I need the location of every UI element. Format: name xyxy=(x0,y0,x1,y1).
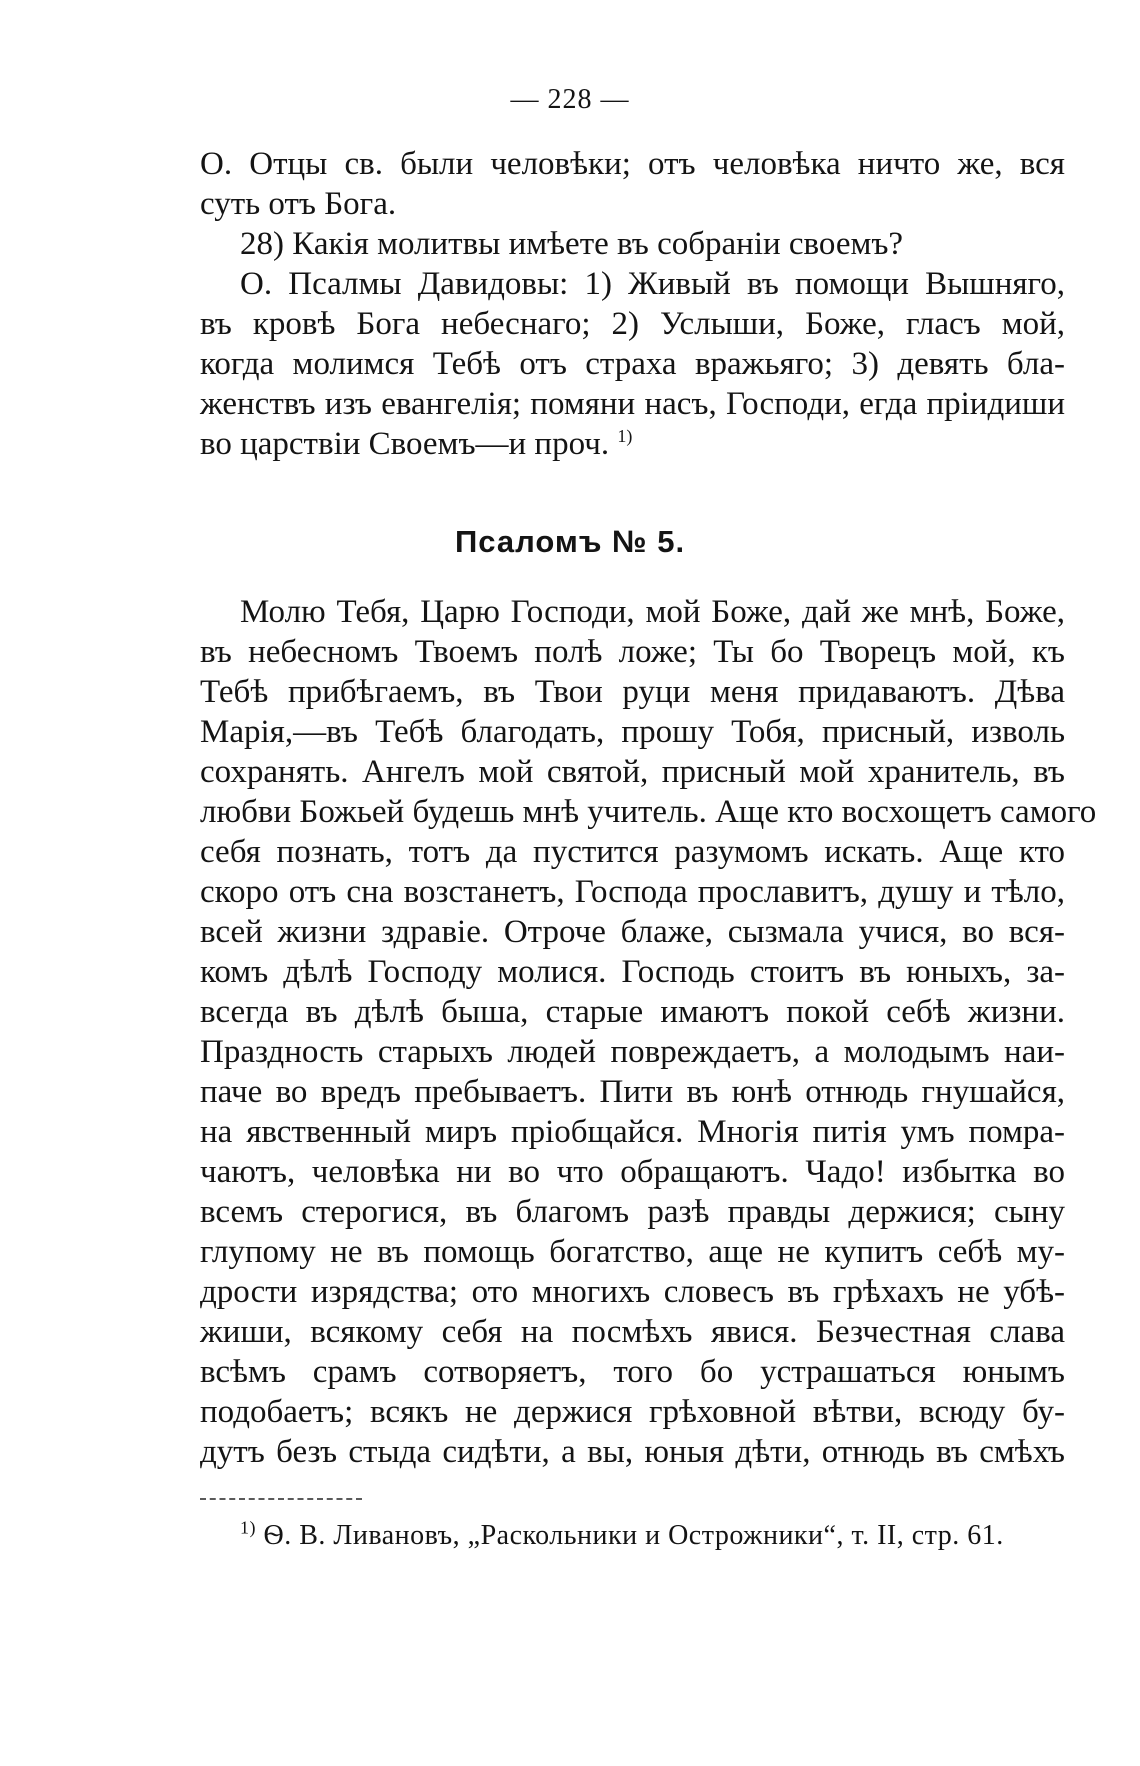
text-line: когда молимся Тебѣ отъ страха вражьяго; 3) девять бла- xyxy=(200,346,1065,382)
footnote-reference: 1) xyxy=(617,426,633,446)
text-line: женствъ изъ евангелія; помяни насъ, Господи, егда пріидиши xyxy=(200,386,1065,422)
psalm-line: Молю Тебя, Царю Господи, мой Боже, дай же мнѣ, Боже, xyxy=(240,594,1065,630)
psalm-line: въ небесномъ Твоемъ полѣ ложе; Ты бо Творецъ мой, къ xyxy=(200,634,1065,670)
question-line: 28) Какія молитвы имѣете въ собраніи своемъ? xyxy=(240,226,904,262)
footnote-divider xyxy=(200,1498,362,1500)
psalm-line: Марія,—въ Тебѣ благодать, прошу Тобя, присный, изволь xyxy=(200,714,1065,750)
psalm-line: сохранять. Ангелъ мой святой, присный мой хранитель, въ xyxy=(200,754,1065,790)
psalm-line: дутъ безъ стыда сидѣти, а вы, юныя дѣти, отнюдь въ смѣхъ xyxy=(200,1434,1065,1470)
text-line: въ кровѣ Бога небеснаго; 2) Услыши, Боже, гласъ мой, xyxy=(200,306,1065,342)
psalm-line: чаютъ, человѣка ни во что обращаютъ. Чадо! избытка во xyxy=(200,1154,1065,1190)
text-line: О. Псалмы Давидовы: 1) Живый въ помощи Вышняго, xyxy=(240,266,1065,302)
text-line-content: во царствіи Своемъ—и проч. xyxy=(200,426,610,462)
psalm-line: глупому не въ помощь богатство, аще не купитъ себѣ му- xyxy=(200,1234,1065,1270)
page-number: — 228 — xyxy=(510,84,630,115)
psalm-line: всѣмъ срамъ сотворяетъ, того бо устрашаться юнымъ xyxy=(200,1354,1065,1390)
psalm-line: Праздность старыхъ людей повреждаетъ, а молодымъ наи- xyxy=(200,1034,1065,1070)
psalm-line: на явственный миръ пріобщайся. Многія питія умъ помра- xyxy=(200,1114,1065,1150)
footnote-text: Ѳ. В. Ливановъ, „Раскольники и Острожники“, т. II, стр. 61. xyxy=(263,1520,1004,1551)
psalm-line: Тебѣ прибѣгаемъ, въ Твои руци меня придаваютъ. Дѣва xyxy=(200,674,1065,710)
text-line xyxy=(200,424,632,464)
psalm-line: любви Божьей будешь мнѣ учитель. Аще кто восхощетъ самого xyxy=(200,794,1097,830)
footnote xyxy=(240,1516,1004,1556)
psalm-line: себя познать, тотъ да пустится разумомъ искать. Аще кто xyxy=(200,834,1065,870)
psalm-line: подобаетъ; всякъ не держися грѣховной вѣтви, всюду бу- xyxy=(200,1394,1065,1430)
footnote-marker: 1) xyxy=(240,1517,256,1538)
psalm-line: всей жизни здравіе. Отроче блаже, сызмала учися, во вся- xyxy=(200,914,1065,950)
psalm-line: жиши, всякому себя на посмѣхъ явися. Безчестная слава xyxy=(200,1314,1065,1350)
psalm-line: всемъ стерогися, въ благомъ разѣ правды держися; сыну xyxy=(200,1194,1065,1230)
psalm-line: комъ дѣлѣ Господу молися. Господь стоитъ въ юныхъ, за- xyxy=(200,954,1065,990)
text-line: суть отъ Бога. xyxy=(200,186,397,222)
text-line: О. Отцы св. были человѣки; отъ человѣка ничто же, вся xyxy=(200,146,1065,182)
psalm-line: паче во вредъ пребываетъ. Пити въ юнѣ отнюдь гнушайся, xyxy=(200,1074,1065,1110)
psalm-heading: Псаломъ № 5. xyxy=(454,524,686,559)
psalm-line: дрости изрядства; ото многихъ словесъ въ грѣхахъ не убѣ- xyxy=(200,1274,1065,1310)
psalm-line: скоро отъ сна возстанетъ, Господа прославитъ, душу и тѣло, xyxy=(200,874,1065,910)
psalm-line: всегда въ дѣлѣ быша, старые имаютъ покой себѣ жизни. xyxy=(200,994,1065,1030)
